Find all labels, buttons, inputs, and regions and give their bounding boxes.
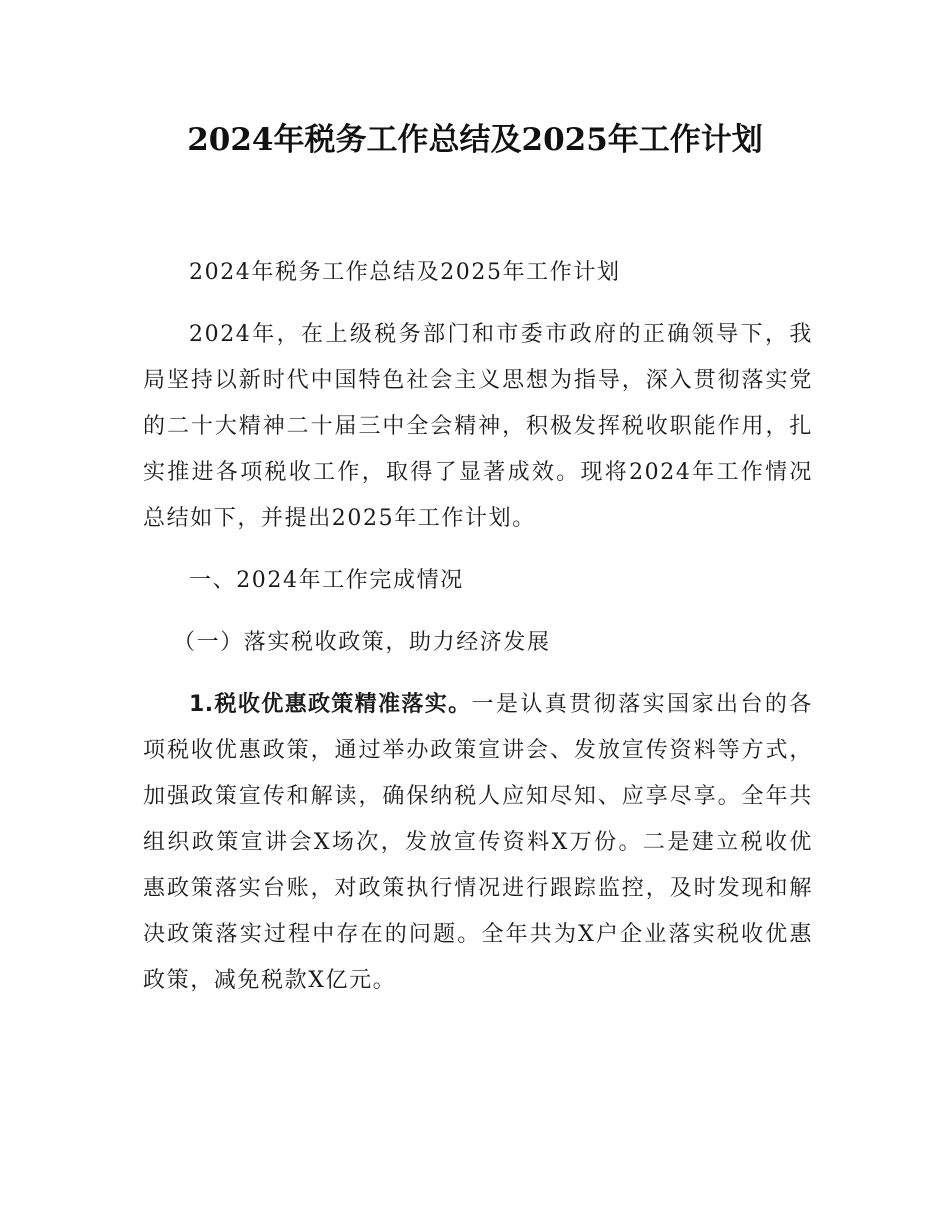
paragraph-body-text: 一是认真贯彻落实国家出台的各项税收优惠政策，通过举办政策宣讲会、发放宣传资料等方式，加强政策宣传和解读，确保纳税人应知尽知、应享尽享。全年共组织政策宣讲会X场次，发放宣传资料X万份。二是建立税收优惠政策落实台账，对政策执行情况进行跟踪监控，及时发现和解决政策落实过程中存在的问题。全年共为X户企业落实税收优惠政策，减免税款X亿元。	[143, 692, 813, 993]
paragraph-introduction: 2024年，在上级税务部门和市委市政府的正确领导下，我局坚持以新时代中国特色社会主义思想为指导，深入贯彻落实党的二十大精神二十届三中全会精神，积极发挥税收职能作用，扎实推进各项税收工作，取得了显著成效。现将2024年工作情况总结如下，并提出2025年工作计划。	[143, 322, 813, 531]
subsection-heading-1: （一）落实税收政策，助力经济发展	[173, 630, 551, 655]
document-body	[143, 250, 813, 1020]
paragraph-subtitle: 2024年税务工作总结及2025年工作计划	[189, 260, 621, 285]
document-title: 2024年税务工作总结及2025年工作计划	[187, 122, 763, 158]
paragraph-tax-preferential-policy	[143, 682, 813, 1004]
paragraph-lead-heading: 1.税收优惠政策精准落实。	[189, 692, 472, 717]
section-heading-1: 一、2024年工作完成情况	[189, 568, 464, 593]
